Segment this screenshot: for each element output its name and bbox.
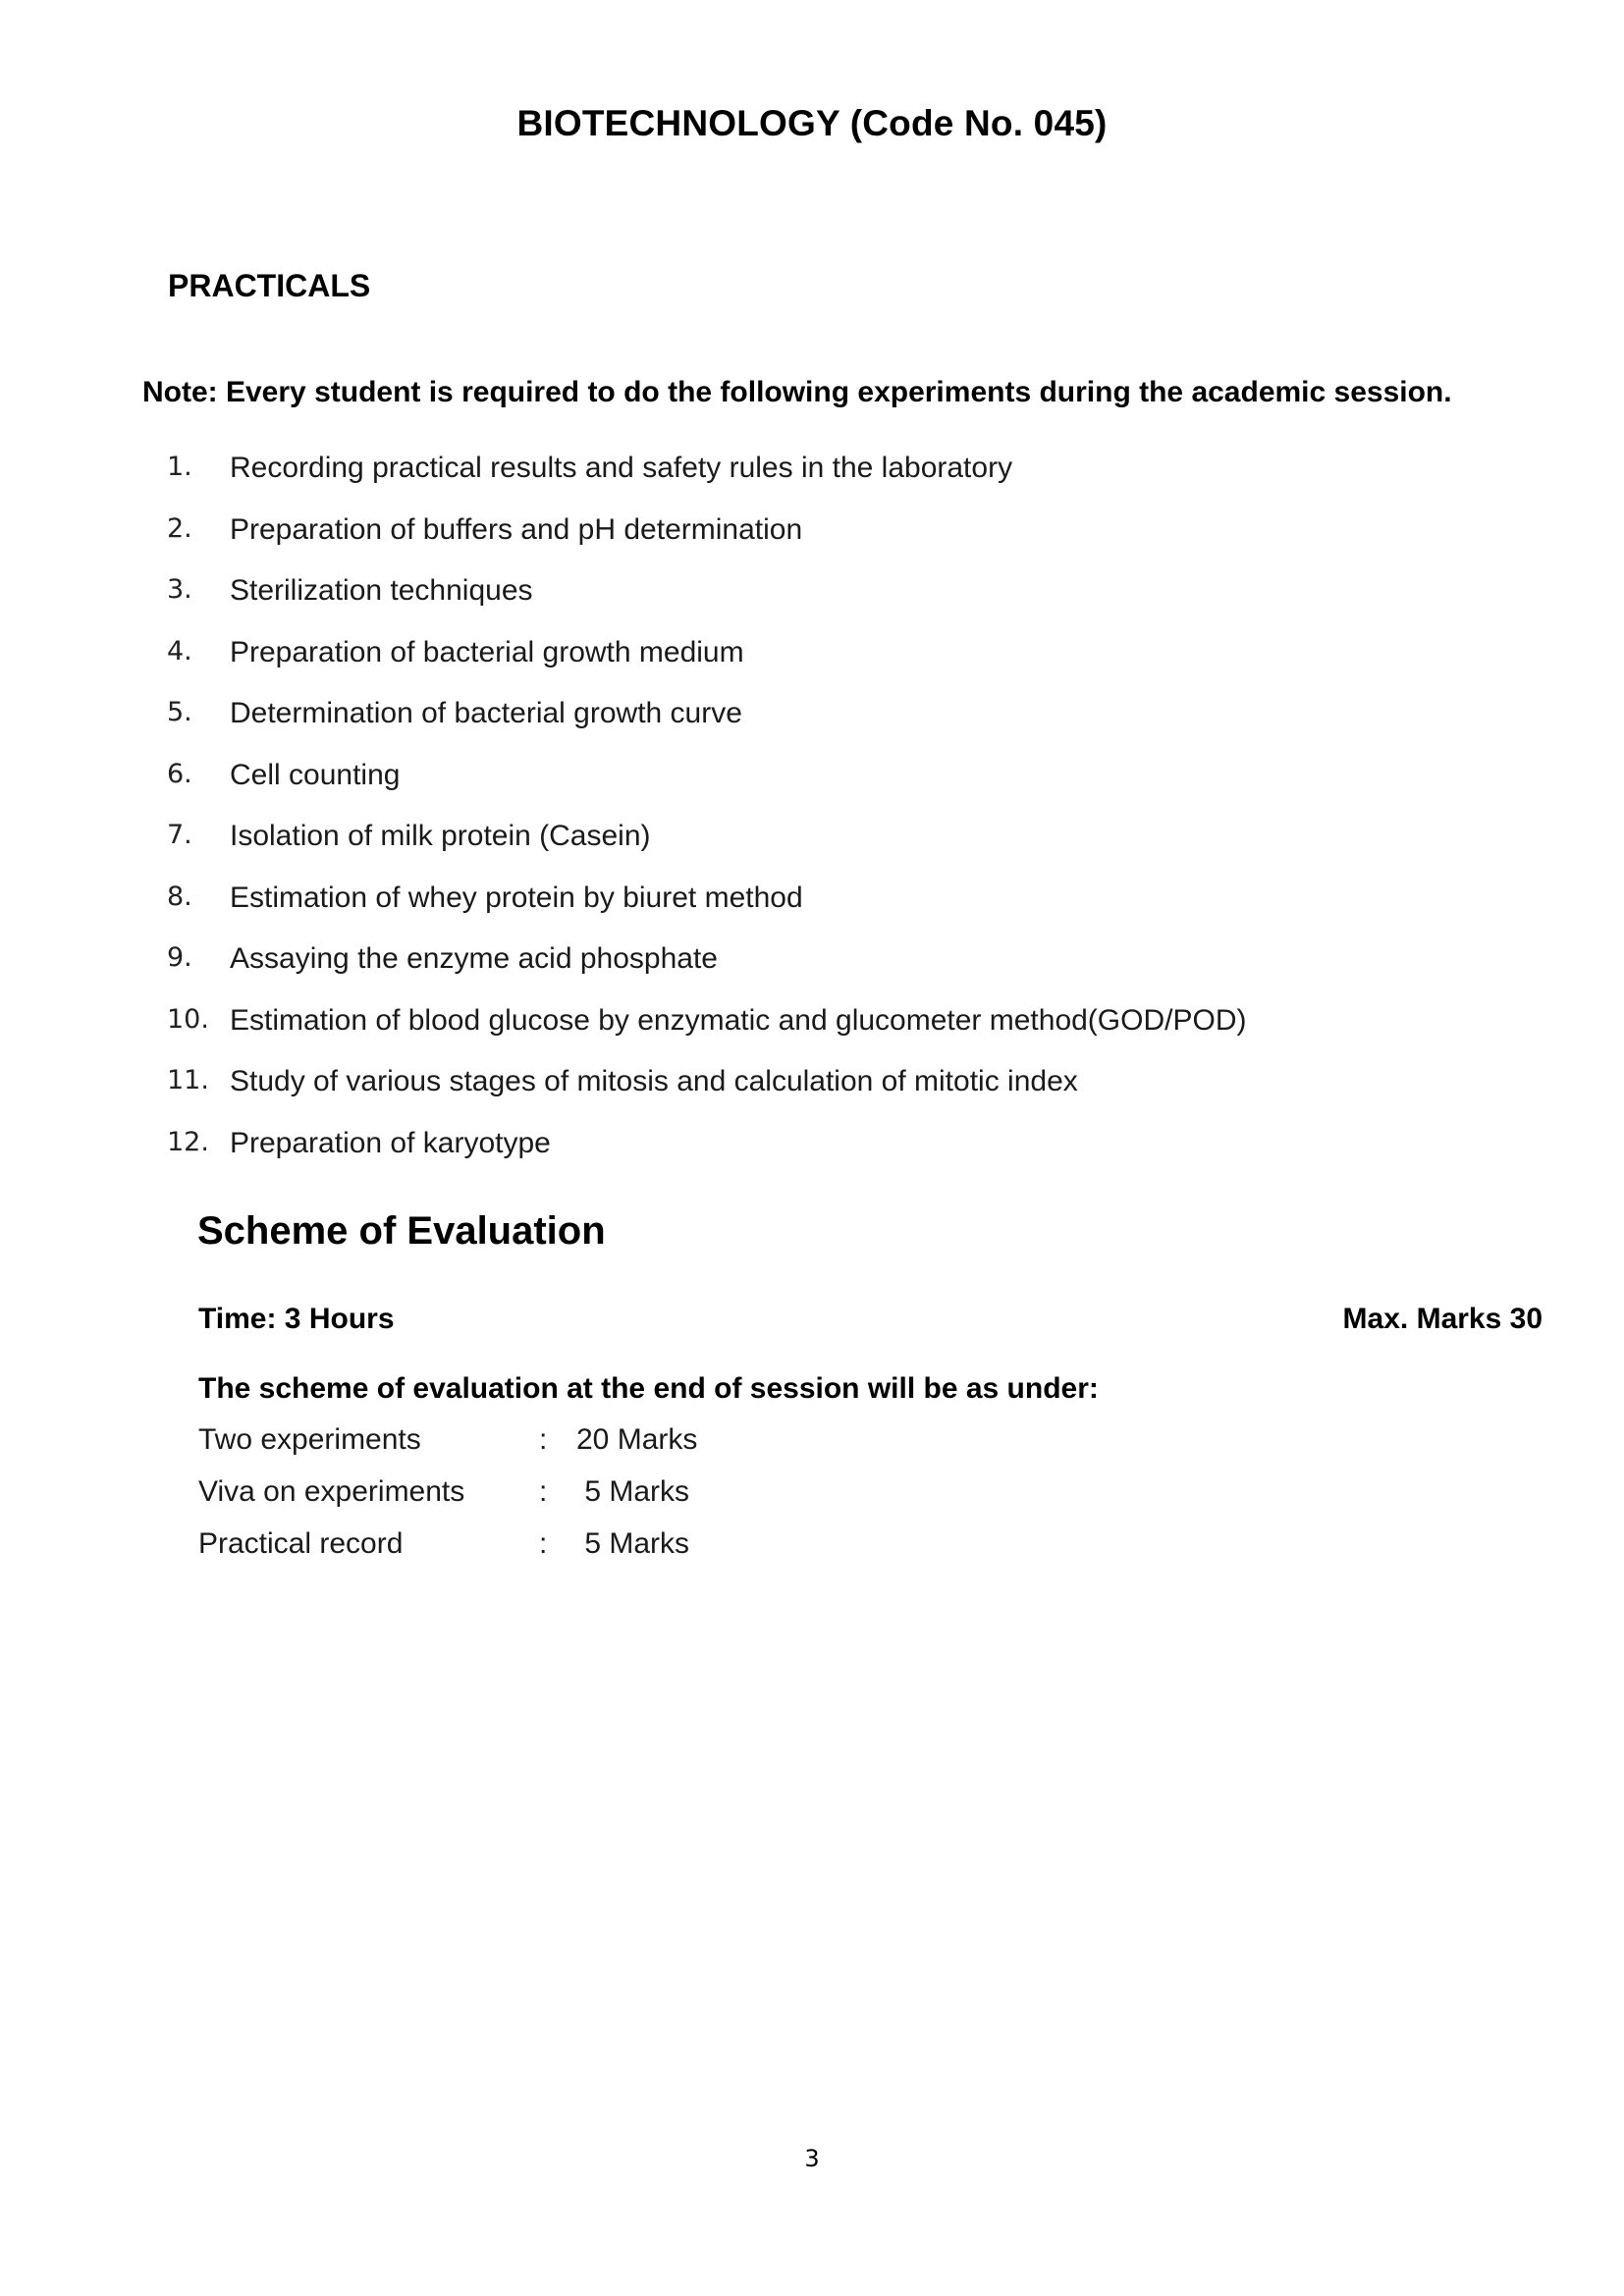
experiment-text: Sterilization techniques (230, 574, 533, 607)
marks-component: Two experiments (198, 1422, 421, 1456)
experiment-item (0, 502, 1624, 563)
max-marks: Max. Marks 30 (1342, 1303, 1543, 1335)
experiment-item (0, 685, 1624, 747)
marks-component: Practical record (198, 1526, 404, 1560)
experiment-text: Estimation of whey protein by biuret method (230, 881, 803, 914)
marks-component: Viva on experiments (198, 1474, 465, 1508)
page-number: 3 (804, 2145, 820, 2172)
marks-breakdown-table (198, 1414, 697, 1570)
marks-row (198, 1518, 697, 1570)
experiment-text: Cell counting (230, 758, 401, 791)
exam-time: Time: 3 Hours (198, 1303, 395, 1335)
experiment-number: 11. (167, 1065, 209, 1095)
experiment-item (0, 931, 1624, 992)
marks-separator: : (539, 1474, 548, 1508)
experiment-text: Determination of bacterial growth curve (230, 697, 742, 729)
experiment-number: 1. (167, 452, 192, 482)
experiment-text: Preparation of bacterial growth medium (230, 635, 744, 668)
experiment-number: 12. (167, 1126, 209, 1157)
experiment-list (0, 440, 1624, 1176)
marks-separator: : (539, 1526, 548, 1560)
experiment-item (0, 992, 1624, 1054)
experiment-item (0, 1053, 1624, 1115)
experiment-number: 7. (167, 820, 192, 850)
experiment-item (0, 440, 1624, 502)
experiment-number: 4. (167, 635, 192, 667)
marks-row (198, 1466, 697, 1518)
marks-row (198, 1414, 697, 1466)
experiment-number: 3. (167, 574, 192, 605)
experiment-text: Assaying the enzyme acid phosphate (230, 942, 718, 975)
experiment-item (0, 624, 1624, 686)
experiment-text: Preparation of karyotype (230, 1126, 551, 1159)
marks-separator: : (539, 1422, 548, 1456)
marks-value: 20 Marks (576, 1422, 698, 1456)
experiment-item (0, 562, 1624, 624)
experiment-number: 2. (167, 512, 192, 544)
experiment-text: Study of various stages of mitosis and calculation of mitotic index (230, 1065, 1078, 1097)
experiment-item (0, 1115, 1624, 1177)
practicals-heading: PRACTICALS (168, 268, 371, 303)
experiment-number: 5. (167, 697, 192, 727)
experiment-number: 9. (167, 942, 192, 973)
experiment-number: 8. (167, 881, 192, 912)
experiment-item (0, 870, 1624, 932)
marks-value: 5 Marks (576, 1526, 690, 1560)
experiment-number: 6. (167, 758, 192, 789)
experiment-item (0, 808, 1624, 870)
experiment-text: Preparation of buffers and pH determination (230, 512, 803, 546)
experiment-text: Recording practical results and safety rules in the laboratory (230, 452, 1013, 484)
document-title: BIOTECHNOLOGY (Code No. 045) (516, 103, 1108, 143)
marks-value: 5 Marks (576, 1474, 690, 1508)
experiment-item (0, 747, 1624, 809)
experiment-number: 10. (167, 1003, 209, 1035)
experiment-text: Isolation of milk protein (Casein) (230, 820, 651, 852)
evaluation-heading: Scheme of Evaluation (197, 1209, 606, 1253)
scheme-intro: The scheme of evaluation at the end of session will be as under: (198, 1372, 1099, 1405)
instruction-note: Note: Every student is required to do the following experiments during the academic session. (142, 376, 1452, 408)
experiment-text: Estimation of blood glucose by enzymatic and glucometer method(GOD/POD) (230, 1003, 1247, 1037)
